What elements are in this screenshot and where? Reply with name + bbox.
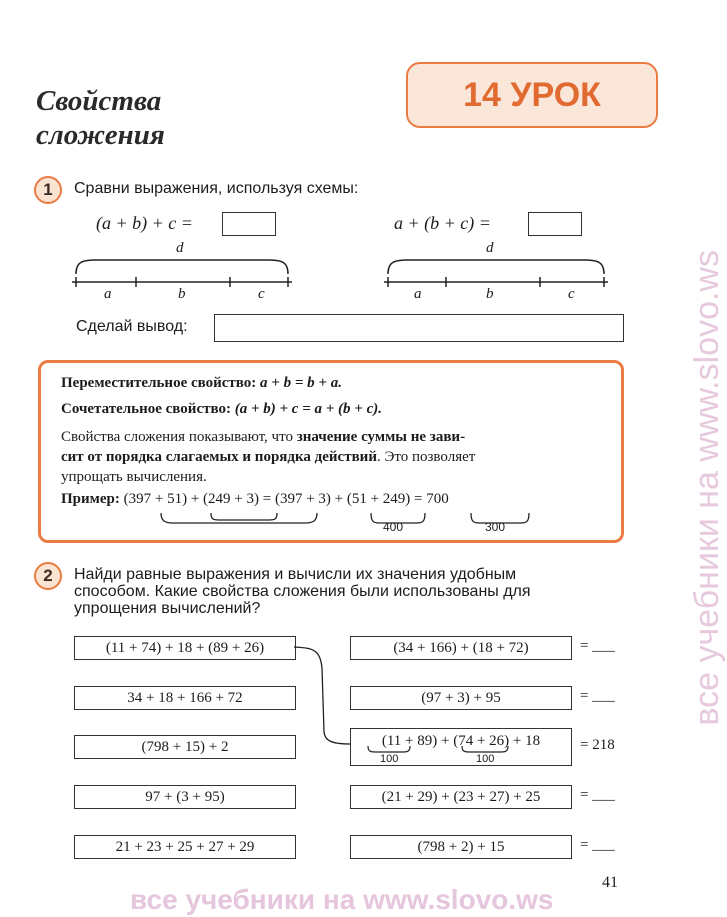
task-1-prompt: Сравни выражения, используя схемы: — [74, 180, 359, 197]
page-number: 41 — [602, 874, 618, 891]
commutative-label: Переместительное свойство: — [61, 375, 257, 391]
rule-explanation — [61, 427, 601, 487]
lesson-label: 14 УРОК — [463, 76, 601, 114]
task-2-prompt — [74, 566, 624, 617]
left-diagram — [72, 260, 292, 287]
left-part-a: a — [104, 286, 112, 302]
match-connector — [290, 640, 360, 760]
associative-formula: (a + b) + c = a + (b + c). — [234, 401, 383, 417]
answer-2[interactable]: = ___ — [580, 688, 615, 704]
left-answer-box[interactable] — [222, 212, 276, 236]
sum-label-2: 100 — [476, 753, 495, 765]
explanation-bold-2: сит от порядка слагаемых и порядка действий — [61, 449, 377, 465]
sum-label-1: 100 — [380, 753, 399, 765]
commutative-rule — [61, 375, 342, 392]
right-answer-box[interactable] — [528, 212, 582, 236]
explanation-text-1: Свойства сложения показывают, что — [61, 429, 297, 445]
commutative-formula: a + b = b + a. — [260, 375, 342, 391]
title-line-2: сложения — [36, 119, 165, 151]
answer-3[interactable]: = 218 — [580, 737, 615, 753]
example-sum-400: 400 — [383, 520, 404, 534]
watermark-side: все учебники на www.slovo.ws — [688, 250, 726, 726]
answer-4[interactable]: = ___ — [580, 787, 615, 803]
task-1-number: 1 — [34, 176, 62, 204]
answer-1[interactable]: = ___ — [580, 638, 615, 654]
explanation-text-3: упрощать вычисления. — [61, 469, 207, 485]
left-part-b: b — [178, 286, 186, 302]
example-line — [61, 491, 449, 508]
right-expr-5[interactable]: (798 + 2) + 15 — [350, 835, 572, 859]
right-expr-1[interactable]: (34 + 166) + (18 + 72) — [350, 636, 572, 660]
left-expr-4[interactable]: 97 + (3 + 95) — [74, 785, 296, 809]
right-expr-4[interactable]: (21 + 29) + (23 + 27) + 25 — [350, 785, 572, 809]
page-title — [36, 84, 165, 152]
left-expr-3[interactable]: (798 + 15) + 2 — [74, 735, 296, 759]
example-braces — [41, 511, 621, 541]
explanation-text-2: . Это позволяет — [376, 449, 476, 465]
task-2-line-3: упрощения вычислений? — [74, 600, 261, 617]
right-diagram — [384, 260, 608, 287]
explanation-bold-1: значение суммы не зави- — [296, 429, 466, 445]
lesson-badge — [406, 62, 658, 128]
answer-5[interactable]: = ___ — [580, 837, 615, 853]
right-part-c: c — [568, 286, 575, 302]
task-2-number: 2 — [34, 562, 62, 590]
example-label: Пример: — [61, 491, 120, 507]
right-expression: a + (b + c) = — [394, 213, 491, 233]
left-expr-2[interactable]: 34 + 18 + 166 + 72 — [74, 686, 296, 710]
left-expression: (a + b) + c = — [96, 213, 193, 233]
task-2-line-1: Найди равные выражения и вычисли их значения удобным — [74, 566, 517, 583]
title-line-1: Свойства — [36, 85, 162, 117]
watermark-bottom: все учебники на www.slovo.ws — [130, 884, 554, 915]
example-sum-300: 300 — [485, 520, 506, 534]
left-expr-5[interactable]: 21 + 23 + 25 + 27 + 29 — [74, 835, 296, 859]
rules-box — [38, 360, 624, 543]
conclusion-field[interactable] — [214, 314, 624, 342]
right-part-b: b — [486, 286, 494, 302]
right-expr-2[interactable]: (97 + 3) + 95 — [350, 686, 572, 710]
task-2-line-2: способом. Какие свойства сложения были использованы для — [74, 583, 531, 600]
conclusion-label: Сделай вывод: — [76, 318, 188, 335]
right-expr-3[interactable]: (11 + 89) + (74 + 26) + 18 — [350, 728, 572, 766]
right-part-a: a — [414, 286, 422, 302]
associative-rule — [61, 401, 382, 418]
left-expr-1[interactable]: (11 + 74) + 18 + (89 + 26) — [74, 636, 296, 660]
associative-label: Сочетательное свойство: — [61, 401, 231, 417]
left-total-label: d — [176, 240, 184, 256]
left-part-c: c — [258, 286, 265, 302]
example-expression: (397 + 51) + (249 + 3) = (397 + 3) + (51 + 249) = 700 — [123, 491, 449, 507]
right-total-label: d — [486, 240, 494, 256]
